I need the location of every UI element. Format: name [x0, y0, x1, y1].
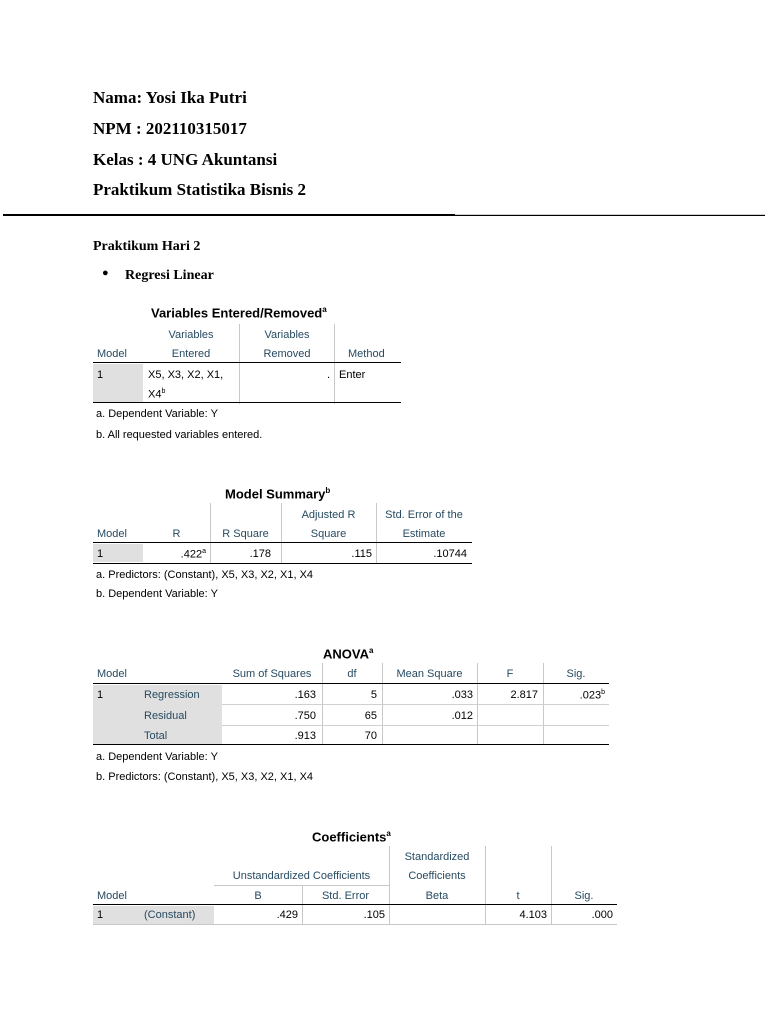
anova-note-b: b. Predictors: (Constant), X5, X3, X2, X1, X4	[96, 771, 314, 783]
model-summary-note-b: b. Dependent Variable: Y	[96, 588, 218, 600]
anova-row-divider-1	[222, 704, 609, 705]
anova-row-ss: .750	[294, 710, 316, 722]
student-class: Kelas : 4 UNG Akuntansi	[93, 150, 278, 169]
model-summary-se-header-1: Std. Error of the	[385, 509, 463, 521]
anova-row-df: 70	[364, 730, 377, 742]
model-summary-se-value: .10744	[433, 548, 467, 560]
variables-removed-header-2: Removed	[263, 348, 311, 360]
coefficients-sig-header: Sig.	[574, 890, 594, 902]
variables-removed-value: .	[327, 369, 331, 381]
coefficients-std-header-2: Coefficients	[408, 870, 466, 882]
model-summary-model-value: 1	[97, 548, 104, 560]
variables-note-b: b. All requested variables entered.	[96, 429, 263, 441]
anova-row-label: Regression	[144, 689, 200, 701]
model-summary-header-rule	[93, 542, 472, 543]
coefficients-std-header-1: Standardized	[404, 851, 470, 863]
anova-ms-header: Mean Square	[396, 668, 463, 680]
variables-entered-header-2: Entered	[171, 348, 211, 360]
model-summary-note-a: a. Predictors: (Constant), X5, X3, X2, X1, X4	[96, 569, 314, 581]
anova-ss-header: Sum of Squares	[232, 668, 312, 680]
anova-f-header: F	[506, 668, 514, 680]
anova-sig-header: Sig.	[566, 668, 586, 680]
variables-entered-value-2: X4$^b$	[148, 388, 166, 401]
coefficients-b-header: B	[254, 890, 262, 902]
model-summary-r-header: R	[172, 528, 181, 540]
coefficients-model-header: Model	[97, 890, 127, 902]
variables-method-value: Enter	[339, 369, 366, 381]
coefficients-model-value: 1	[97, 909, 104, 921]
coefficients-t-header: t	[516, 890, 520, 902]
variables-header-rule	[93, 362, 401, 363]
model-summary-adj-header-1: Adjusted R	[301, 509, 356, 521]
model-summary-adj-header-2: Square	[310, 528, 347, 540]
anova-model-value: 1	[97, 689, 104, 701]
model-summary-adj-value: .115	[351, 548, 372, 560]
model-summary-rsq-value: .178	[249, 548, 271, 560]
anova-df-header: df	[347, 668, 357, 680]
anova-row-ss: .163	[294, 689, 316, 701]
coefficients-title: Coefficients$^a$	[312, 829, 391, 845]
variables-method-header: Method	[348, 348, 385, 360]
variables-entered-header-1: Variables	[168, 329, 214, 341]
coefficients-row-label: (Constant)	[144, 909, 196, 921]
variables-vline-1	[239, 324, 240, 404]
coefficients-header-rule	[93, 904, 617, 905]
anova-row-df: 65	[364, 710, 377, 722]
student-npm: NPM : 202110315017	[93, 119, 247, 138]
variables-entered-value-1: X5, X3, X2, X1,	[148, 369, 224, 381]
anova-row-f: 2.817	[510, 689, 538, 701]
anova-row-ms: .012	[451, 710, 473, 722]
variables-removed-header-1: Variables	[264, 329, 310, 341]
header-divider-shadow	[455, 214, 765, 215]
coefficients-t-value: 4.103	[519, 909, 547, 921]
anova-model-header: Model	[97, 668, 127, 680]
variables-table-title: Variables Entered/Removed$^a$	[151, 305, 327, 321]
anova-row-ss: .913	[294, 730, 316, 742]
variables-vline-2	[334, 324, 335, 404]
anova-note-a: a. Dependent Variable: Y	[96, 751, 218, 763]
course-title: Praktikum Statistika Bisnis 2	[93, 180, 307, 199]
coefficients-unstd-header: Unstandardized Coefficients	[232, 870, 371, 882]
anova-row-label: Residual	[144, 710, 187, 722]
student-name: Nama: Yosi Ika Putri	[93, 88, 247, 107]
anova-row-label: Total	[144, 730, 168, 742]
anova-title: ANOVA$^a$	[323, 646, 374, 662]
anova-row-divider-2	[222, 725, 609, 726]
variables-model-header: Model	[97, 348, 127, 360]
coefficients-beta-header: Beta	[425, 890, 449, 902]
model-summary-se-header-2: Estimate	[402, 528, 446, 540]
coefficients-b-value: .429	[276, 909, 298, 921]
variables-model-value: 1	[97, 369, 104, 381]
model-summary-rsq-header: R Square	[222, 528, 269, 540]
variables-note-a: a. Dependent Variable: Y	[96, 408, 218, 420]
coefficients-sig-value: .000	[591, 909, 613, 921]
coefficients-se-value: .105	[363, 909, 385, 921]
topic-heading: Regresi Linear	[125, 268, 214, 283]
variables-bottom-rule	[93, 402, 401, 403]
model-summary-title: Model Summary$^b$	[225, 486, 331, 502]
anova-row-sig: .023$^b$	[579, 689, 605, 702]
model-summary-model-header: Model	[97, 528, 127, 540]
anova-bottom-rule	[93, 744, 609, 745]
coefficients-vline-2	[389, 846, 390, 924]
anova-row-ms: .033	[451, 689, 473, 701]
coefficients-row-rule	[93, 924, 617, 925]
day-heading: Praktikum Hari 2	[93, 239, 201, 254]
coefficients-se-header: Std. Error	[321, 890, 370, 902]
model-summary-r-value: .422$^a$	[180, 548, 206, 561]
anova-row-df: 5	[370, 689, 377, 701]
model-summary-bottom-rule	[93, 563, 472, 564]
anova-header-rule	[93, 683, 609, 684]
bullet-icon: ●	[102, 267, 109, 279]
